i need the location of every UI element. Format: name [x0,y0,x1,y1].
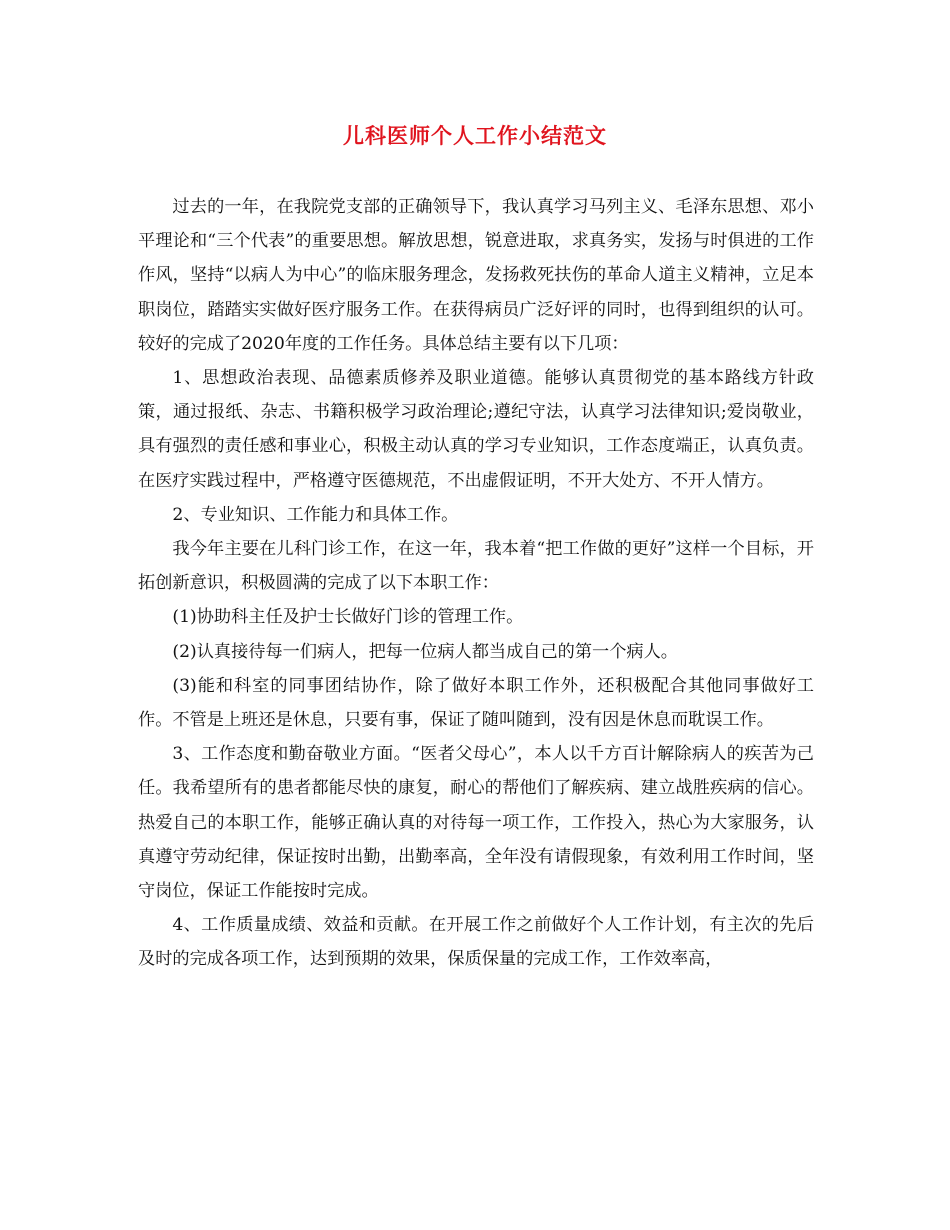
paragraph-item-2: (2)认真接待每一们病人，把每一位病人都当成自己的第一个病人。 [172,641,678,662]
paragraph-section-2-body: 我今年主要在儿科门诊工作，在这一年，我本着“把工作做的更好”这样一个目标，开拓创新意识，积极圆满的完成了以下本职工作： [138,539,814,594]
paragraph-item-3: (3)能和科室的同事团结协作，除了做好本职工作外，还积极配合其他同事做好工作。不管是上班还是休息，只要有事，保证了随叫随到，没有因是休息而耽误工作。 [138,675,814,731]
paragraph-item-1: (1)协助科主任及护士长做好门诊的管理工作。 [172,607,524,628]
paragraph-section-2-heading: 2、专业知识、工作能力和具体工作。 [172,504,459,525]
document-title: 儿科医师个人工作小结范文 [343,123,607,148]
paragraph-section-3: 3、工作态度和勤奋敬业方面。“医者父母心”，本人以千方百计解除病人的疾苦为己任。我希望所有的患者都能尽快的康复，耐心的帮他们了解疾病、建立战胜疾病的信心。热爱自己的本职工作，能够正确认真的对待每一项工作，工作投入，热心为大家服务，认真遵守劳动纪律，保证按时出勤，出勤率高，全年没有请假现象，有效利用工作时间，坚守岗位，保证工作能按时完成。 [138,744,814,902]
paragraph-section-4: 4、工作质量成绩、效益和贡献。在开展工作之前做好个人工作计划，有主次的先后及时的完成各项工作，达到预期的效果，保质保量的完成工作，工作效率高， [138,915,814,970]
paragraph-intro: 过去的一年，在我院党支部的正确领导下，我认真学习马列主义、毛泽东思想、邓小平理论和“三个代表”的重要思想。解放思想，锐意进取，求真务实，发扬与时俱进的工作作风，坚持“以病人为中心”的临床服务理念，发扬救死扶伤的革命人道主义精神，立足本职岗位，踏踏实实做好医疗服务工作。在获得病员广泛好评的同时，也得到组织的认可。较好的完成了2020年度的工作任务。具体总结主要有以下几项： [138,197,814,354]
paragraph-section-1: 1、思想政治表现、品德素质修养及职业道德。能够认真贯彻党的基本路线方针政策，通过报纸、杂志、书籍积极学习政治理论;遵纪守法，认真学习法律知识;爱岗敬业，具有强烈的责任感和事业心，积极主动认真的学习专业知识，工作态度端正，认真负责。在医疗实践过程中，严格遵守医德规范，不出虚假证明，不开大处方、不开人情方。 [138,368,814,491]
document-body [138,190,814,977]
